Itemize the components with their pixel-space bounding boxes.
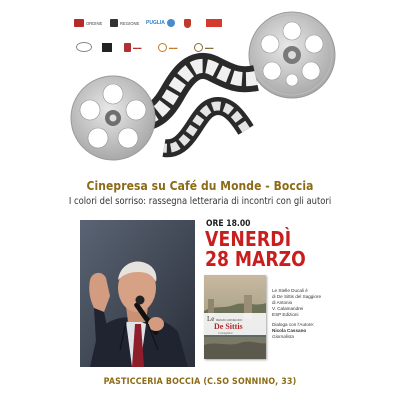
- details-line-1: Le Stelle Ducali è: [272, 288, 308, 293]
- book-cover: [204, 275, 266, 359]
- book-title: De Sittis: [214, 322, 243, 331]
- film-reel-left: [71, 76, 155, 160]
- details-line-5: ESP Edizioni: [272, 312, 299, 317]
- event-day: VENERDÌ: [205, 227, 292, 251]
- details-line-7: Nicola Cassano: [272, 328, 307, 333]
- event-title: Cinepresa su Café du Monde - Boccia: [86, 178, 314, 193]
- details-line-6: Dialoga con l'Autore:: [272, 322, 315, 327]
- ordine-logo: ORDINE: [74, 18, 102, 28]
- sponsor-logo-b: ▬▬: [194, 42, 213, 52]
- regione-logo: REGIONE: [110, 18, 139, 28]
- film-reels-graphic: [60, 10, 360, 180]
- details-line-4: V. Calamandrei: [272, 306, 304, 311]
- film-reel-right: [249, 12, 335, 98]
- film-strip: [144, 66, 256, 148]
- speaker-photo: [80, 220, 195, 367]
- book-author: RENZO ARNEODO: [216, 318, 243, 322]
- book-subtitle: Consigliere: [218, 331, 233, 335]
- event-time: ORE 18.00: [206, 219, 251, 229]
- libreria-logo: ▬▬: [124, 42, 141, 52]
- event-subtitle: I colori del sorriso: rassegna letteraria di incontri con gli autori: [68, 196, 332, 207]
- event-details: [272, 288, 352, 340]
- event-venue: PASTICCERIA BOCCIA (C.SO SONNINO, 33): [103, 377, 297, 387]
- details-line-3: di Antonio: [272, 300, 293, 305]
- details-line-8: Giornalista: [272, 334, 294, 339]
- sponsor-logo-a: ▬▬: [158, 42, 177, 52]
- puglia-logo: PUGLIA: [146, 18, 177, 28]
- event-date: 28 MARZO: [205, 247, 306, 271]
- details-line-2: di De Sittis del Saggiore: [272, 294, 322, 299]
- book-top-line: Le: [207, 315, 215, 323]
